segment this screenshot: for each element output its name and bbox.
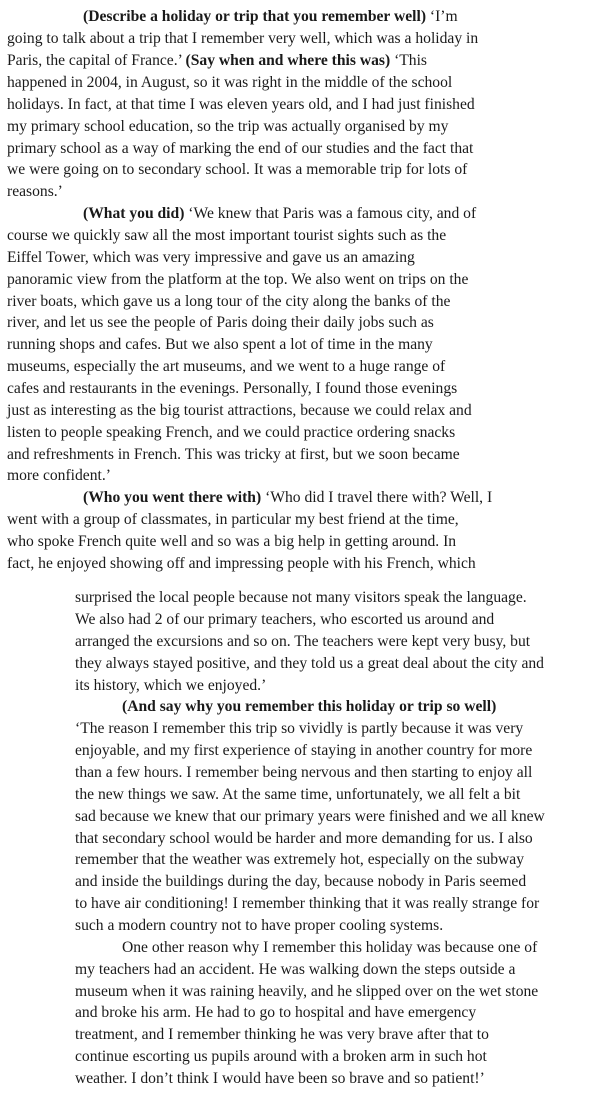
text-line: they always stayed positive, and they told us a great deal about the city and bbox=[75, 655, 544, 672]
text-line: to have air conditioning! I remember thinking that it was really strange for bbox=[75, 895, 540, 912]
text-line: We also had 2 of our primary teachers, who escorted us around and bbox=[75, 611, 495, 628]
text-line: Eiffel Tower, which was very impressive and gave us an amazing bbox=[7, 249, 415, 266]
text-line: than a few hours. I remember being nervous and then starting to enjoy all bbox=[75, 764, 533, 781]
text-line: my primary school education, so the trip was actually organised by my bbox=[7, 118, 449, 135]
text-line: and inside the buildings during the day, because nobody in Paris seemed bbox=[75, 873, 527, 890]
heading-who-you-went-with: (Who you went there with) bbox=[83, 489, 262, 506]
text-line: Paris, the capital of France.’ (Say when and where this was) ‘This bbox=[7, 52, 427, 69]
text-line: running shops and cafes. But we also spent a lot of time in the many bbox=[7, 336, 433, 353]
text-line: remember that the weather was extremely hot, especially on the subway bbox=[75, 851, 525, 868]
text-line: river boats, which gave us a long tour of the city along the banks of the bbox=[7, 293, 451, 310]
text-line: its history, which we enjoyed.’ bbox=[75, 677, 267, 694]
text-line: arranged the excursions and so on. The teachers were kept very busy, but bbox=[75, 633, 531, 650]
text-line: sad because we knew that our primary years were finished and we all knew bbox=[75, 808, 545, 825]
text-line: (Describe a holiday or trip that you remember well) ‘I’m bbox=[83, 8, 458, 25]
text-line: primary school as a way of marking the end of our studies and the fact that bbox=[7, 140, 474, 157]
text-line: continue escorting us pupils around with a broken arm in such hot bbox=[75, 1048, 487, 1065]
text-line: such a modern country not to have proper cooling systems. bbox=[75, 917, 444, 934]
document-section-bottom bbox=[0, 580, 599, 1105]
text-line: went with a group of classmates, in particular my best friend at the time, bbox=[7, 511, 459, 528]
text-line: panoramic view from the platform at the top. We also went on trips on the bbox=[7, 271, 469, 288]
text-line: museums, especially the art museums, and we went to a huge range of bbox=[7, 358, 446, 375]
text-line: happened in 2004, in August, so it was right in the middle of the school bbox=[7, 74, 453, 91]
text-line: my teachers had an accident. He was walking down the steps outside a bbox=[75, 961, 516, 978]
text-line: who spoke French quite well and so was a big help in getting around. In bbox=[7, 533, 457, 550]
text-line: holidays. In fact, at that time I was eleven years old, and I had just finished bbox=[7, 96, 475, 113]
text-line bbox=[122, 696, 496, 718]
heading-why-you-remember: (And say why you remember this holiday or trip so well) bbox=[122, 698, 497, 715]
text-line: course we quickly saw all the most important tourist sights such as the bbox=[7, 227, 447, 244]
text-line: One other reason why I remember this holiday was because one of bbox=[122, 939, 538, 956]
heading-describe-holiday: (Describe a holiday or trip that you remember well) bbox=[83, 8, 427, 25]
text-line: we were going on to secondary school. It was a memorable trip for lots of bbox=[7, 161, 468, 178]
text-line: more confident.’ bbox=[7, 467, 111, 484]
text-line: reasons.’ bbox=[7, 183, 63, 200]
heading-what-you-did: (What you did) bbox=[83, 205, 185, 222]
text-line: just as interesting as the big tourist attractions, because we could relax and bbox=[7, 402, 472, 419]
text-line: that secondary school would be harder and more demanding for us. I also bbox=[75, 830, 533, 847]
text-line: and broke his arm. He had to go to hospital and have emergency bbox=[75, 1004, 477, 1021]
text-line: going to talk about a trip that I remember very well, which was a holiday in bbox=[7, 30, 479, 47]
text-line: (Who you went there with) ‘Who did I travel there with? Well, I bbox=[83, 489, 493, 506]
text-line: (What you did) ‘We knew that Paris was a famous city, and of bbox=[83, 205, 477, 222]
text-line: fact, he enjoyed showing off and impressing people with his French, which bbox=[7, 555, 476, 572]
text-line: river, and let us see the people of Paris doing their daily jobs such as bbox=[7, 314, 434, 331]
text-line: and refreshments in French. This was tricky at first, but we soon became bbox=[7, 446, 460, 463]
text-line: the new things we saw. At the same time, unfortunately, we all felt a bit bbox=[75, 786, 521, 803]
text-line: surprised the local people because not many visitors speak the language. bbox=[75, 589, 527, 606]
text-line: treatment, and I remember thinking he was very brave after that to bbox=[75, 1026, 489, 1043]
document-section-top bbox=[0, 0, 599, 540]
text-line: museum when it was raining heavily, and he slipped over on the wet stone bbox=[75, 983, 539, 1000]
text-line: ‘The reason I remember this trip so vividly is partly because it was very bbox=[75, 720, 524, 737]
text-line: weather. I don’t think I would have been so brave and so patient!’ bbox=[75, 1070, 485, 1087]
text-line: enjoyable, and my first experience of staying in another country for more bbox=[75, 742, 533, 759]
text-line: listen to people speaking French, and we could practice ordering snacks bbox=[7, 424, 456, 441]
heading-say-when-where: (Say when and where this was) bbox=[185, 52, 391, 69]
text-line: cafes and restaurants in the evenings. Personally, I found those evenings bbox=[7, 380, 458, 397]
